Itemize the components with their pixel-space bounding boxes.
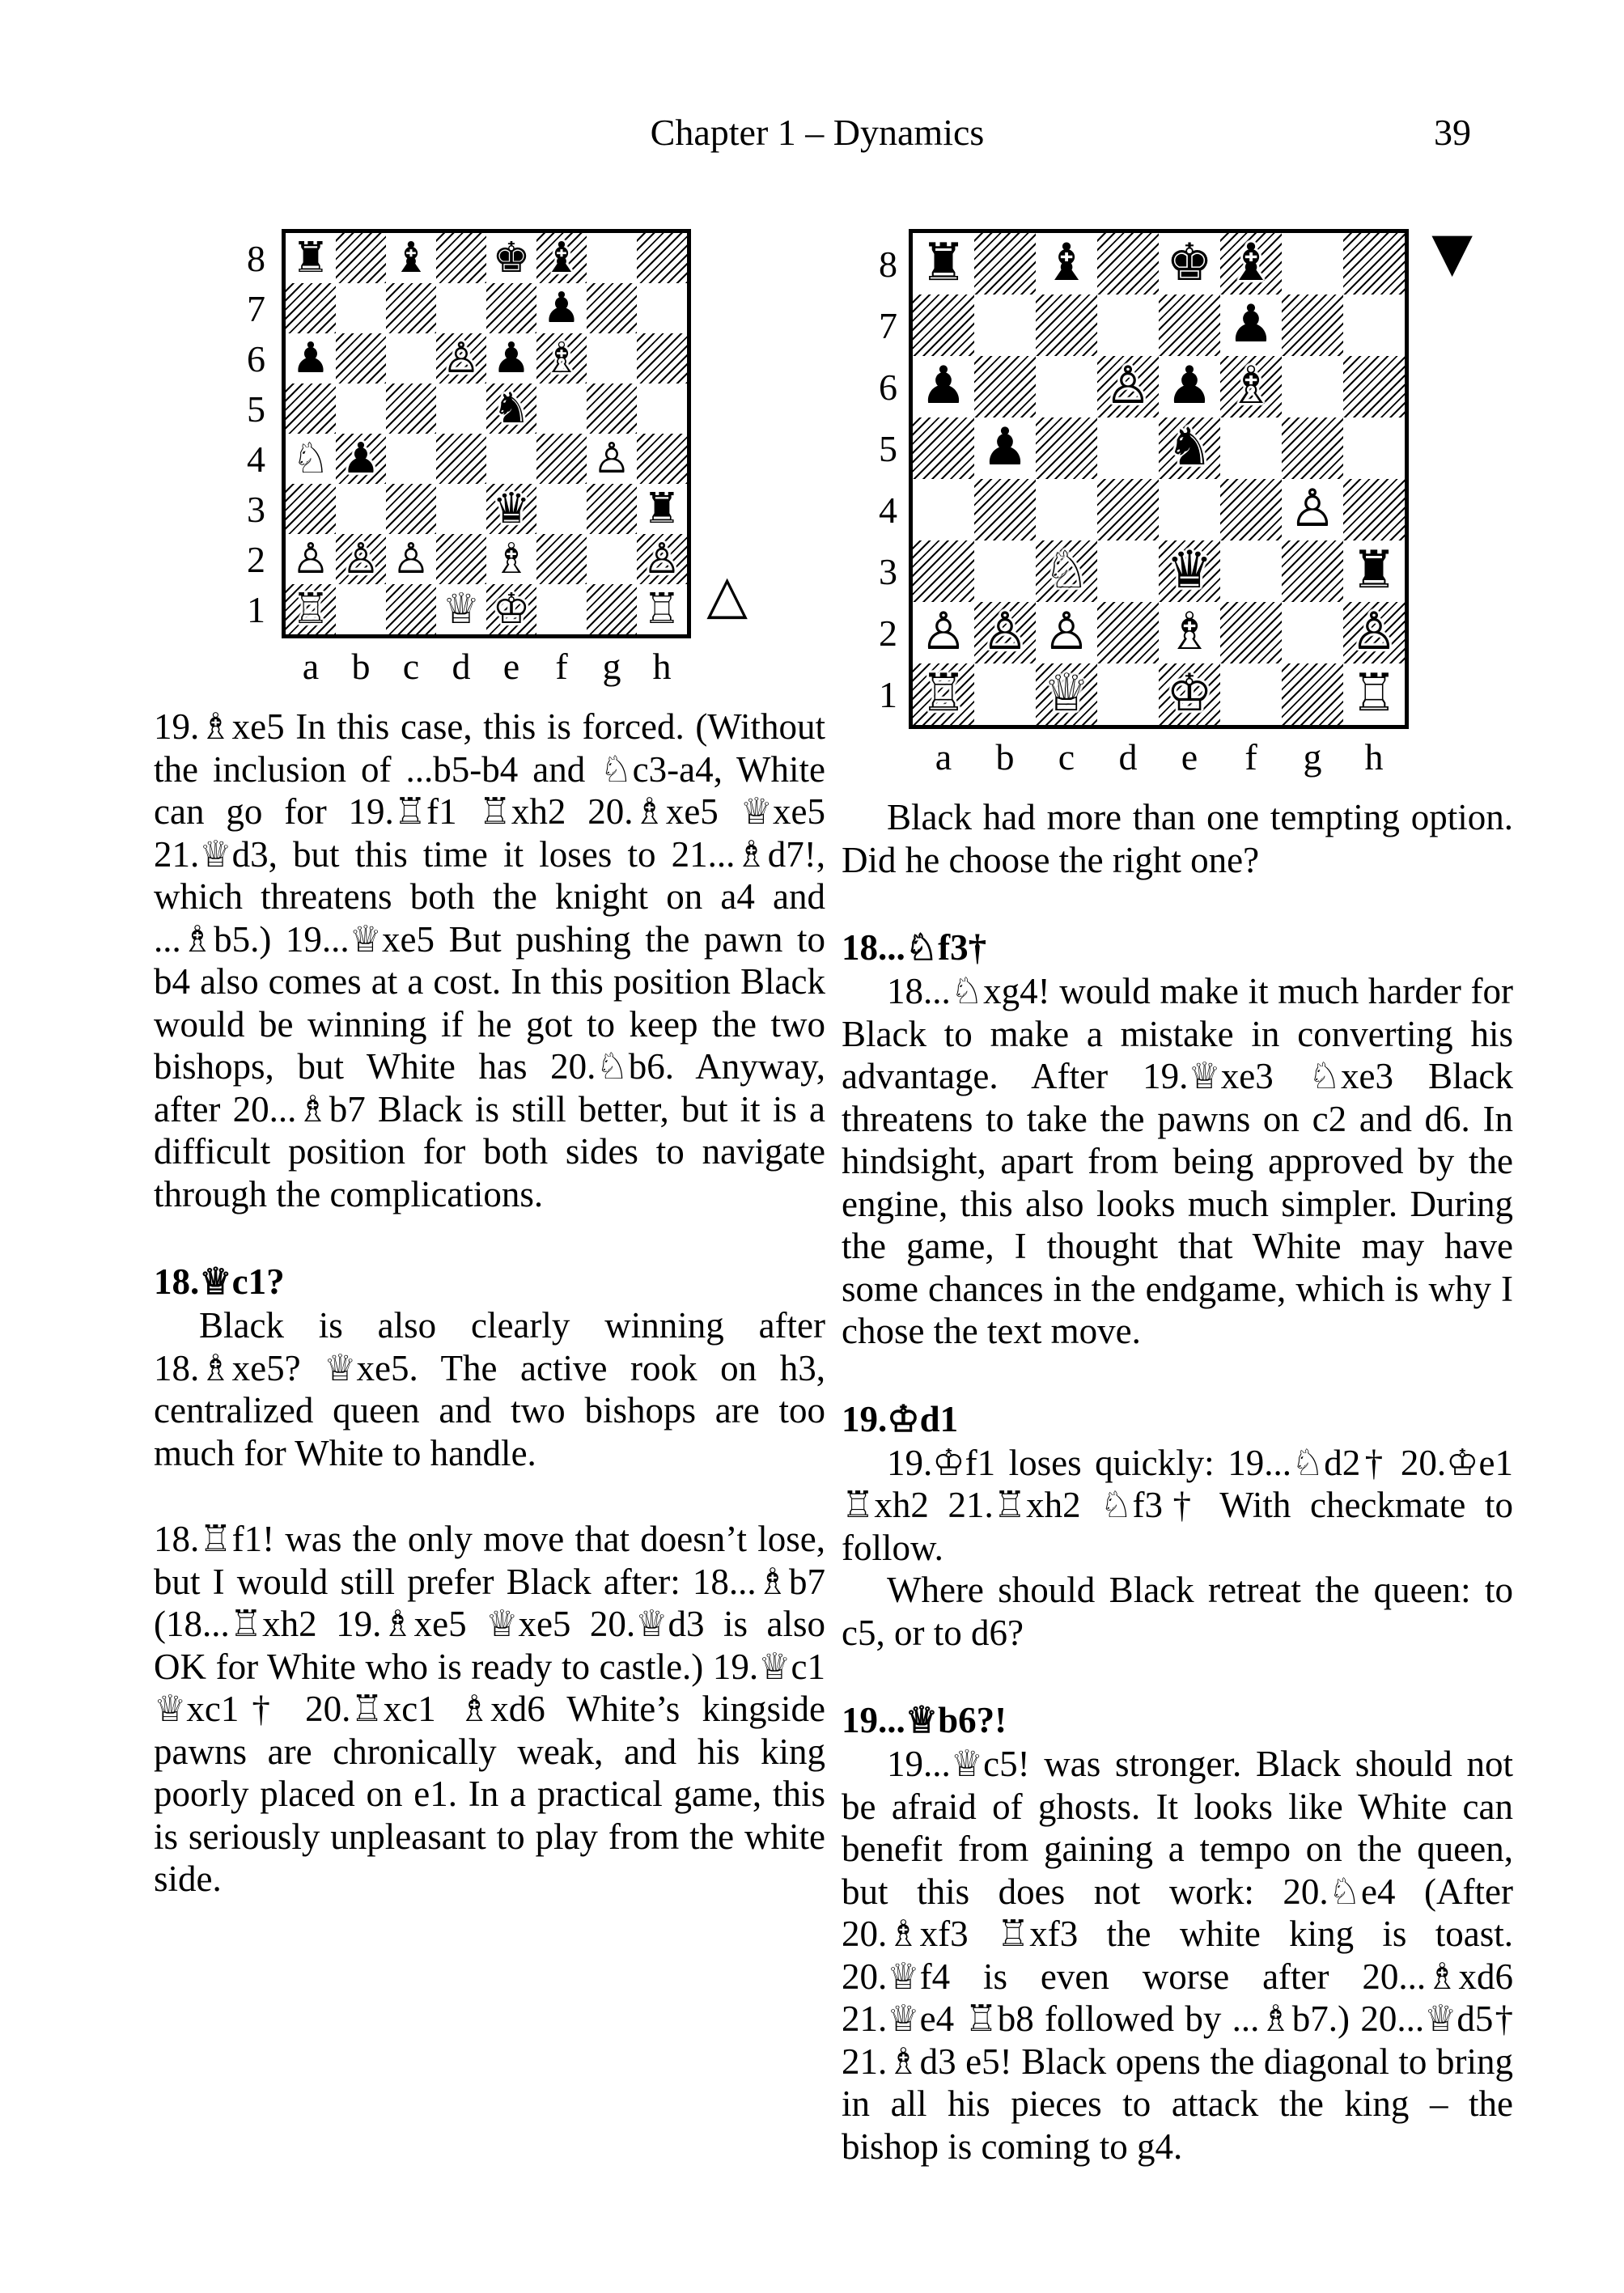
white-pawn-icon: ♙ xyxy=(982,602,1028,663)
white-queen-icon: ♕ xyxy=(442,584,481,634)
square-f3 xyxy=(1220,540,1282,602)
square-e4 xyxy=(486,434,536,484)
square-f4 xyxy=(536,434,587,484)
square-c6 xyxy=(1036,356,1097,417)
square-g8 xyxy=(1282,233,1343,295)
white-pawn-icon: ♙ xyxy=(592,434,631,483)
file-label: b xyxy=(351,646,371,687)
rank-label: 3 xyxy=(879,550,897,592)
black-rook-icon: ♜ xyxy=(920,233,967,294)
square-e4 xyxy=(1159,479,1220,540)
square-d7 xyxy=(436,283,486,333)
commentary-paragraph: Where should Black retreat the queen: to c5, or to d6? xyxy=(842,1570,1513,1653)
chessboard-grid xyxy=(282,229,691,638)
square-a4 xyxy=(913,479,974,540)
square-b7 xyxy=(974,295,1036,356)
square-b8 xyxy=(974,233,1036,295)
square-g2 xyxy=(587,534,637,584)
white-queen-icon: ♕ xyxy=(1043,663,1090,724)
file-label: f xyxy=(555,646,568,687)
black-bishop-icon: ♝ xyxy=(1228,233,1274,294)
square-h7 xyxy=(1343,295,1405,356)
square-f2 xyxy=(536,534,587,584)
white-rook-icon: ♖ xyxy=(920,663,967,724)
white-pawn-icon: ♙ xyxy=(442,333,481,383)
rank-label: 7 xyxy=(247,287,265,329)
square-b2 xyxy=(974,602,1036,663)
white-to-move-icon: △ xyxy=(706,563,748,625)
file-label: e xyxy=(1181,736,1198,778)
black-queen-icon: ♛ xyxy=(1166,540,1213,601)
square-d4 xyxy=(1097,479,1159,540)
square-c2 xyxy=(1036,602,1097,663)
square-h4 xyxy=(637,434,687,484)
square-a1 xyxy=(913,663,974,725)
file-label: a xyxy=(302,646,320,687)
square-e1 xyxy=(486,584,536,634)
square-c8 xyxy=(386,233,436,283)
square-e7 xyxy=(486,283,536,333)
square-f6 xyxy=(1220,356,1282,417)
white-pawn-icon: ♙ xyxy=(341,534,380,583)
white-pawn-icon: ♙ xyxy=(642,534,681,583)
black-pawn-icon: ♟ xyxy=(920,356,967,417)
square-a7 xyxy=(913,295,974,356)
rank-label: 8 xyxy=(247,237,265,279)
move-heading: 18.♕c1? xyxy=(154,1261,285,1302)
board xyxy=(844,229,1513,729)
square-b7 xyxy=(336,283,386,333)
rank-label: 1 xyxy=(879,673,897,715)
square-c5 xyxy=(386,384,436,434)
square-e5 xyxy=(1159,417,1220,479)
square-h8 xyxy=(637,233,687,283)
square-e2 xyxy=(486,534,536,584)
white-pawn-icon: ♙ xyxy=(1289,479,1336,540)
move-heading: 19.♔d1 xyxy=(842,1398,959,1439)
square-e7 xyxy=(1159,295,1220,356)
square-d7 xyxy=(1097,295,1159,356)
black-king-icon: ♚ xyxy=(1166,233,1213,294)
square-g3 xyxy=(1282,540,1343,602)
square-h6 xyxy=(1343,356,1405,417)
square-b2 xyxy=(336,534,386,584)
black-bishop-icon: ♝ xyxy=(542,233,581,282)
square-g5 xyxy=(1282,417,1343,479)
square-f6 xyxy=(536,333,587,384)
square-d3 xyxy=(436,484,486,534)
rank-label: 7 xyxy=(879,304,897,346)
file-label: g xyxy=(1303,736,1322,778)
rank-label: 6 xyxy=(879,366,897,408)
square-h1 xyxy=(637,584,687,634)
square-c6 xyxy=(386,333,436,384)
rank-label: 4 xyxy=(879,489,897,531)
square-g6 xyxy=(1282,356,1343,417)
square-h1 xyxy=(1343,663,1405,725)
square-d2 xyxy=(436,534,486,584)
black-to-move-icon: ▼ xyxy=(1431,221,1473,283)
square-d4 xyxy=(436,434,486,484)
white-bishop-icon: ♗ xyxy=(492,534,531,583)
square-b6 xyxy=(974,356,1036,417)
square-d8 xyxy=(1097,233,1159,295)
square-c4 xyxy=(386,434,436,484)
white-pawn-icon: ♙ xyxy=(1351,602,1397,663)
square-d6 xyxy=(436,333,486,384)
square-e3 xyxy=(486,484,536,534)
square-h3 xyxy=(637,484,687,534)
square-b5 xyxy=(974,417,1036,479)
file-label: d xyxy=(452,646,471,687)
page-number: 39 xyxy=(1434,112,1471,153)
square-d2 xyxy=(1097,602,1159,663)
square-a6 xyxy=(286,333,336,384)
square-e8 xyxy=(486,233,536,283)
commentary-paragraph: Black had more than one tempting option. Did he choose the right one? xyxy=(842,797,1513,880)
black-pawn-icon: ♟ xyxy=(1166,356,1213,417)
square-a2 xyxy=(913,602,974,663)
square-h4 xyxy=(1343,479,1405,540)
white-king-icon: ♔ xyxy=(492,584,531,634)
square-a5 xyxy=(913,417,974,479)
square-f8 xyxy=(1220,233,1282,295)
rank-labels xyxy=(844,229,909,729)
square-g6 xyxy=(587,333,637,384)
commentary-paragraph: 19.♔f1 loses quickly: 19...♘d2† 20.♔e1 ♖xh2 21.♖xh2 ♘f3† With checkmate to follow. xyxy=(842,1442,1513,1568)
square-a4 xyxy=(286,434,336,484)
square-b8 xyxy=(336,233,386,283)
white-rook-icon: ♖ xyxy=(1351,663,1397,724)
square-g1 xyxy=(587,584,637,634)
rank-label: 3 xyxy=(247,488,265,530)
square-f4 xyxy=(1220,479,1282,540)
white-pawn-icon: ♙ xyxy=(1105,356,1151,417)
square-h3 xyxy=(1343,540,1405,602)
white-pawn-icon: ♙ xyxy=(1043,602,1090,663)
square-b5 xyxy=(336,384,386,434)
square-b3 xyxy=(336,484,386,534)
file-label: f xyxy=(1245,736,1257,778)
black-pawn-icon: ♟ xyxy=(1228,295,1274,355)
white-rook-icon: ♖ xyxy=(642,584,681,634)
square-a6 xyxy=(913,356,974,417)
rank-label: 5 xyxy=(879,427,897,469)
file-label: e xyxy=(502,646,520,687)
black-bishop-icon: ♝ xyxy=(1043,233,1090,294)
file-label: d xyxy=(1118,736,1138,778)
square-g3 xyxy=(587,484,637,534)
square-d1 xyxy=(436,584,486,634)
square-b4 xyxy=(336,434,386,484)
right-column xyxy=(842,221,1513,2168)
file-label: b xyxy=(995,736,1015,778)
white-knight-icon: ♘ xyxy=(291,434,330,483)
file-label: h xyxy=(652,646,672,687)
commentary-paragraph: 19.♗xe5 In this case, this is forced. (Without the inclusion of ...b5-b4 and ♘c3-a4, White can go for 19.♖f1 ♖xh2 20.♗xe5 ♕xe5 21.♕d3, but this time it loses to 21...♗d7!, which threatens both the knight on a4 and ...♗b5.) 19...♕xe5 But pushing the pawn to b4 also comes at a cost. In this position Black would be winning if he got to keep the two bishops, but White has 20.♘b6. Anyway, after 20...♗b7 Black is still better, but it is a difficult position for both sides to navigate through the complications. xyxy=(154,706,825,1214)
rank-label: 6 xyxy=(247,337,265,379)
black-rook-icon: ♜ xyxy=(642,484,681,533)
white-knight-icon: ♘ xyxy=(1043,540,1090,601)
square-d6 xyxy=(1097,356,1159,417)
square-c7 xyxy=(386,283,436,333)
black-rook-icon: ♜ xyxy=(291,233,330,282)
black-bishop-icon: ♝ xyxy=(392,233,430,282)
square-g4 xyxy=(1282,479,1343,540)
white-bishop-icon: ♗ xyxy=(1166,602,1213,663)
black-pawn-icon: ♟ xyxy=(542,283,581,333)
square-g7 xyxy=(1282,295,1343,356)
square-h8 xyxy=(1343,233,1405,295)
square-b3 xyxy=(974,540,1036,602)
square-d1 xyxy=(1097,663,1159,725)
square-f7 xyxy=(1220,295,1282,356)
square-c5 xyxy=(1036,417,1097,479)
square-e6 xyxy=(486,333,536,384)
square-e1 xyxy=(1159,663,1220,725)
black-pawn-icon: ♟ xyxy=(291,333,330,383)
square-b6 xyxy=(336,333,386,384)
square-g4 xyxy=(587,434,637,484)
square-h2 xyxy=(1343,602,1405,663)
square-f5 xyxy=(1220,417,1282,479)
square-e6 xyxy=(1159,356,1220,417)
square-c3 xyxy=(386,484,436,534)
square-h7 xyxy=(637,283,687,333)
square-e8 xyxy=(1159,233,1220,295)
square-b1 xyxy=(336,584,386,634)
commentary-paragraph: Black is also clearly winning after 18.♗xe5? ♕xe5. The active rook on h3, centralized queen and two bishops are too much for White to handle. xyxy=(154,1305,825,1473)
move-heading: 19...♕b6?! xyxy=(842,1700,1007,1740)
square-b1 xyxy=(974,663,1036,725)
black-pawn-icon: ♟ xyxy=(982,417,1028,478)
square-a3 xyxy=(913,540,974,602)
square-h5 xyxy=(637,384,687,434)
file-label: c xyxy=(1058,736,1075,778)
black-pawn-icon: ♟ xyxy=(492,333,531,383)
square-f1 xyxy=(1220,663,1282,725)
square-g8 xyxy=(587,233,637,283)
square-f3 xyxy=(536,484,587,534)
square-a3 xyxy=(286,484,336,534)
square-c3 xyxy=(1036,540,1097,602)
black-knight-icon: ♞ xyxy=(1166,417,1213,478)
square-h6 xyxy=(637,333,687,384)
black-rook-icon: ♜ xyxy=(1351,540,1397,601)
chess-diagram-right xyxy=(842,221,1513,778)
white-rook-icon: ♖ xyxy=(291,584,330,634)
square-c1 xyxy=(1036,663,1097,725)
square-d5 xyxy=(436,384,486,434)
square-g5 xyxy=(587,384,637,434)
rank-label: 2 xyxy=(247,538,265,580)
square-f1 xyxy=(536,584,587,634)
square-e3 xyxy=(1159,540,1220,602)
white-king-icon: ♔ xyxy=(1166,663,1213,724)
black-knight-icon: ♞ xyxy=(492,384,531,433)
left-column xyxy=(154,229,825,1901)
square-f7 xyxy=(536,283,587,333)
white-bishop-icon: ♗ xyxy=(542,333,581,383)
square-f5 xyxy=(536,384,587,434)
white-pawn-icon: ♙ xyxy=(920,602,967,663)
square-g1 xyxy=(1282,663,1343,725)
square-d8 xyxy=(436,233,486,283)
square-a5 xyxy=(286,384,336,434)
square-a8 xyxy=(286,233,336,283)
file-label: g xyxy=(602,646,621,687)
file-labels xyxy=(286,645,825,688)
commentary-paragraph: 18.♖f1! was the only move that doesn’t lose, but I would still prefer Black after: 18...♗b7 (18...♖xh2 19.♗xe5 ♕xe5 20.♕d3 is also OK for White who is ready to castle.) 19.♕c1 ♕xc1† 20.♖xc1 ♗xd6 White’s kingside pawns are chronically weak, and his king poorly placed on e1. In a practical game, this is seriously unpleasant to play from the white side. xyxy=(154,1519,825,1899)
square-g2 xyxy=(1282,602,1343,663)
commentary-paragraph: 18...♘xg4! would make it much harder for Black to make a mistake in converting his advantage. After 19.♕xe3 ♘xe3 Black threatens to take the pawns on c2 and d6. In hindsight, apart from being approved by the engine, this also looks much simpler. During the game, I thought that White may have some chances in the endgame, which is why I chose the text move. xyxy=(842,971,1513,1351)
square-c2 xyxy=(386,534,436,584)
file-label: h xyxy=(1364,736,1384,778)
move-heading: 18...♘f3† xyxy=(842,927,987,968)
chapter-title: Chapter 1 – Dynamics xyxy=(650,112,985,153)
square-a2 xyxy=(286,534,336,584)
square-f8 xyxy=(536,233,587,283)
file-label: a xyxy=(935,736,952,778)
chess-diagram-left xyxy=(154,229,825,688)
black-queen-icon: ♛ xyxy=(492,484,531,533)
rank-label: 8 xyxy=(879,243,897,285)
square-a1 xyxy=(286,584,336,634)
white-pawn-icon: ♙ xyxy=(291,534,330,583)
square-c7 xyxy=(1036,295,1097,356)
chessboard-grid xyxy=(909,229,1409,729)
black-pawn-icon: ♟ xyxy=(341,434,380,483)
rank-label: 1 xyxy=(247,588,265,630)
rank-label: 2 xyxy=(879,612,897,654)
square-f2 xyxy=(1220,602,1282,663)
square-h2 xyxy=(637,534,687,584)
white-bishop-icon: ♗ xyxy=(1228,356,1274,417)
file-label: c xyxy=(402,646,420,687)
square-a8 xyxy=(913,233,974,295)
file-labels xyxy=(913,735,1513,778)
square-c4 xyxy=(1036,479,1097,540)
square-e2 xyxy=(1159,602,1220,663)
white-pawn-icon: ♙ xyxy=(392,534,430,583)
square-d5 xyxy=(1097,417,1159,479)
page-header xyxy=(154,112,1481,160)
commentary-paragraph: 19...♕c5! was stronger. Black should not be afraid of ghosts. It looks like White can benefit from gaining a tempo on the queen, but this does not work: 20.♘e4 (After 20.♗xf3 ♖xf3 the white king is toast. 20.♕f4 is even worse after 20...♗xd6 21.♕e4 ♖b8 followed by ...♗b7.) 20...♕d5† 21.♗d3 e5! Black opens the diagonal to bring in all his pieces to attack the king – the bishop is coming to g4. xyxy=(842,1744,1513,2167)
square-a7 xyxy=(286,283,336,333)
black-king-icon: ♚ xyxy=(492,233,531,282)
square-c1 xyxy=(386,584,436,634)
rank-labels xyxy=(202,229,282,638)
square-c8 xyxy=(1036,233,1097,295)
rank-label: 5 xyxy=(247,388,265,430)
square-d3 xyxy=(1097,540,1159,602)
square-g7 xyxy=(587,283,637,333)
square-e5 xyxy=(486,384,536,434)
rank-label: 4 xyxy=(247,438,265,480)
square-b4 xyxy=(974,479,1036,540)
square-h5 xyxy=(1343,417,1405,479)
